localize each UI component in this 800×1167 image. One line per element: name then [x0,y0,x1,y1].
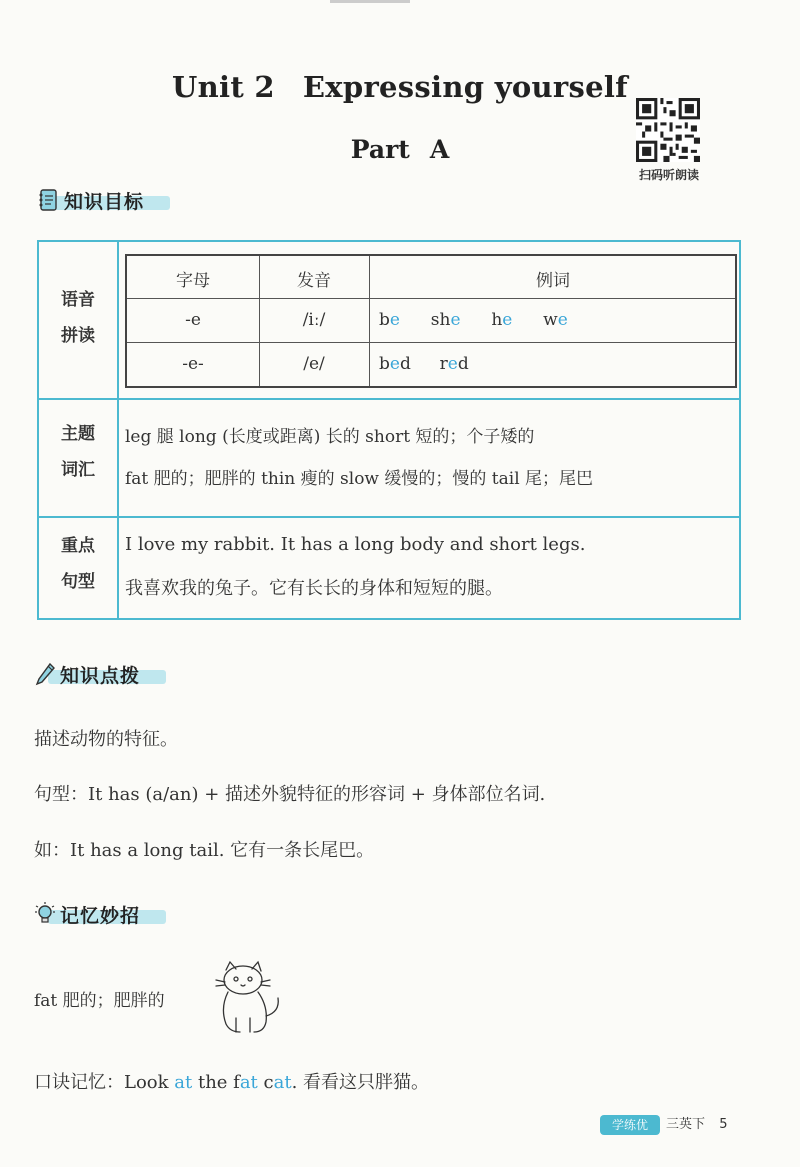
memory-rhyme: 口诀记忆：Look at the fat cat. 看看这只胖猫。 [34,1072,430,1093]
row-label-phonics [39,282,117,354]
phonics-letter: -e- [182,354,204,374]
top-edge-mark [330,0,410,3]
table-divider [117,242,119,618]
phonics-header-sound: 发音 [297,271,331,291]
section-knowledge-tips [34,660,140,688]
phonics-examples [379,310,568,330]
example-word: be [379,310,400,330]
table-divider [39,398,739,400]
phonics-letter: -e [185,310,201,330]
page-number: 5 [719,1117,728,1132]
phonics-examples [379,354,469,374]
row-label-line: 主题 [61,424,95,444]
phonics-sound: /iː/ [302,310,326,330]
unit-number: Unit 2 [172,70,275,104]
phonics-table [125,254,737,388]
lightbulb-icon [34,902,56,926]
section-title: 记忆妙招 [60,904,141,927]
section-title: 知识点拨 [60,664,141,687]
key-sentence-zh: 我喜欢我的兔子。它有长长的身体和短短的腿。 [125,578,503,599]
fat-cat-illustration [212,960,286,1038]
tip-line: 描述动物的特征。 [34,729,178,750]
example-word: he [491,310,513,330]
vocab-line: leg 腿 long (长度或距离) 长的 short 短的；个子矮的 [125,427,535,447]
phonics-row-divider [127,342,735,343]
row-label-vocab [39,416,117,488]
phonics-header-examples: 例词 [536,271,570,291]
table-divider [39,516,739,518]
key-sentence-en: I love my rabbit. It has a long body and short legs. [125,534,586,555]
phonics-row-divider [127,298,735,299]
tip-line: 句型：It has (a/an) + 描述外貌特征的形容词 + 身体部位名词. [34,784,546,805]
example-word: bed [379,354,411,374]
part-label: Part [350,135,410,164]
pen-icon [34,662,56,686]
row-label-line: 拼读 [61,326,95,346]
knowledge-goals-table [37,240,741,620]
footer-grade-page [666,1115,728,1135]
row-label-sentence [39,528,117,600]
example-word: red [439,354,469,374]
part-letter: A [429,135,450,164]
section-title: 知识目标 [64,190,145,213]
section-knowledge-goals [38,186,144,214]
unit-name: Expressing yourself [302,70,628,104]
row-label-line: 句型 [61,572,95,592]
tip-line: 如：It has a long tail. 它有一条长尾巴。 [34,840,375,861]
example-word: we [543,310,568,330]
memory-word: fat 肥的；肥胖的 [34,991,165,1011]
footer-brand-badge: 学练优 [600,1115,660,1135]
phonics-header-letter: 字母 [176,271,210,291]
vocab-line: fat 肥的；肥胖的 thin 瘦的 slow 缓慢的；慢的 tail 尾；尾巴 [125,469,594,489]
row-label-line: 语音 [61,290,95,310]
qr-caption: 扫码听朗读 [638,168,699,182]
row-label-line: 重点 [61,536,95,556]
notebook-icon [38,188,60,212]
qr-code-icon[interactable] [636,98,700,162]
footer-grade: 三英下 [666,1117,706,1132]
row-label-line: 词汇 [61,460,95,480]
phonics-sound: /e/ [303,354,325,374]
example-word: she [430,310,461,330]
section-memory-tricks [34,900,140,928]
